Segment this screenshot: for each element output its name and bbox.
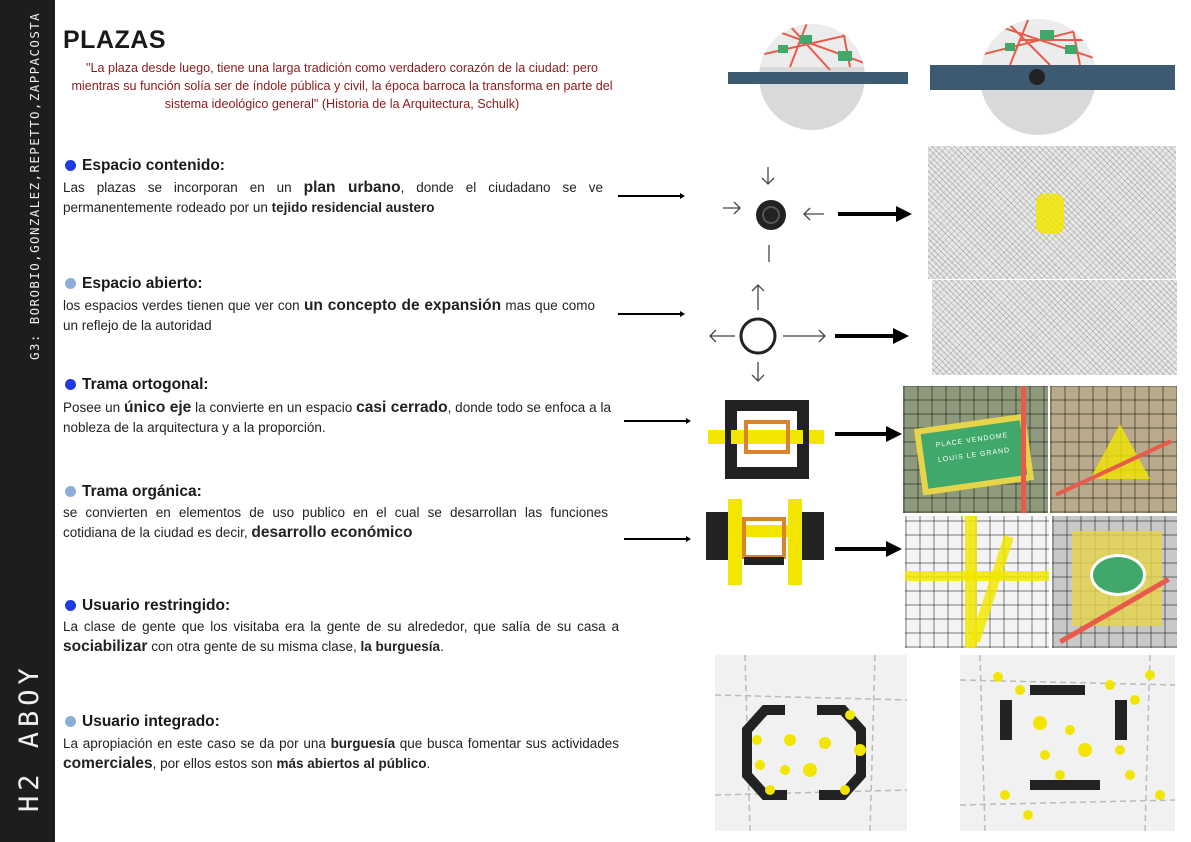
contained-space-diagram	[718, 162, 828, 267]
heading-trama-organica: Trama orgánica:	[65, 483, 202, 501]
street-grid-icon	[750, 15, 880, 70]
course-label: H2 ABOY	[14, 663, 45, 812]
engraving-enclosed-plaza	[928, 146, 1176, 279]
arrow-thin	[624, 538, 689, 540]
heading-espacio-contenido: Espacio contenido:	[65, 157, 225, 175]
orthogonal-grid-diagram	[706, 400, 826, 480]
arrow-thin	[624, 420, 689, 422]
bullet-light-icon	[65, 278, 76, 289]
organic-grid-diagram	[706, 497, 826, 587]
intro-quote: "La plaza desde luego, tiene una larga tradición como verdadero corazón de la ciudad: pero mientras su función solía ser de índole pública y civil, la época barroca la transforma en parte del sistema ideológico general" (Historia de la Arquitectura, Schulk)	[71, 61, 613, 111]
heading-espacio-abierto: Espacio abierto:	[65, 275, 203, 293]
map-organic-grid	[905, 516, 1049, 648]
arrow-in-icon	[804, 208, 824, 220]
authors-label: G3: BOROBIO,GONZALEZ,REPETTO,ZAPPACOSTA	[27, 11, 42, 360]
arrow-out-icon	[752, 285, 764, 310]
heading-usuario-integrado: Usuario integrado:	[65, 713, 220, 731]
arrow-out-icon	[783, 330, 825, 342]
bullet-light-icon	[65, 486, 76, 497]
text-trama-ortogonal: Posee un único eje la convierte en un espacio casi cerrado, donde todo se enfoca a la nobleza de la arquitectura y a la proporción.	[63, 399, 612, 435]
map-green-square	[1052, 516, 1177, 648]
arrow-thick	[835, 334, 897, 338]
bullet-dark-icon	[65, 160, 76, 171]
bullet-dark-icon	[65, 379, 76, 390]
page-title: PLAZAS	[63, 26, 166, 54]
text-usuario-integrado: La apropiación en este caso se da por una burguesía que busca fomentar sus actividades comerciales, por ellos estos son más abiertos al público.	[63, 736, 619, 772]
arrow-in-icon	[723, 202, 740, 214]
sidebar-band	[0, 0, 55, 842]
engraving-open-plaza	[932, 280, 1177, 375]
top-circle-diagrams	[720, 15, 1190, 140]
bullet-dark-icon	[65, 600, 76, 611]
arrow-thick	[835, 547, 890, 551]
text-espacio-contenido: Las plazas se incorporan en un plan urbano, donde el ciudadano se ve permanentemente rodeado por un tejido residencial austero	[63, 179, 603, 215]
arrow-in-icon	[762, 167, 774, 184]
statue-highlight	[1036, 194, 1064, 234]
arrow-thick	[835, 432, 890, 436]
heading-usuario-restringido: Usuario restringido:	[65, 597, 230, 615]
text-trama-organica: se convierten en elementos de uso publico en el cual se desarrollan las funciones cotidiana de la ciudad es decir, desarrollo económico	[63, 505, 608, 541]
sketch-restricted-users	[715, 655, 907, 831]
map-place-dauphine	[1050, 386, 1177, 513]
map-place-vendome	[903, 386, 1048, 513]
map-label-place: PLACE VENDOME	[935, 432, 1009, 450]
arrow-thin	[618, 313, 683, 315]
arrow-thick	[838, 212, 900, 216]
street-grid-icon	[975, 15, 1105, 65]
map-label-louis: LOUIS LE GRAND	[937, 446, 1011, 465]
heading-trama-ortogonal: Trama ortogonal:	[65, 376, 209, 394]
text-usuario-restringido: La clase de gente que los visitaba era la gente de su alrededor, que salía de su casa a sociabilizar con otra gente de su misma clase, la burguesía.	[63, 619, 619, 655]
bullet-light-icon	[65, 716, 76, 727]
open-space-diagram	[705, 280, 830, 385]
arrow-out-icon	[710, 330, 735, 342]
sketch-integrated-users	[960, 655, 1175, 831]
arrow-out-icon	[752, 362, 764, 381]
arrow-thin	[618, 195, 683, 197]
text-espacio-abierto: los espacios verdes tienen que ver con un concepto de expansión mas que como un reflejo de la autoridad	[63, 297, 596, 333]
